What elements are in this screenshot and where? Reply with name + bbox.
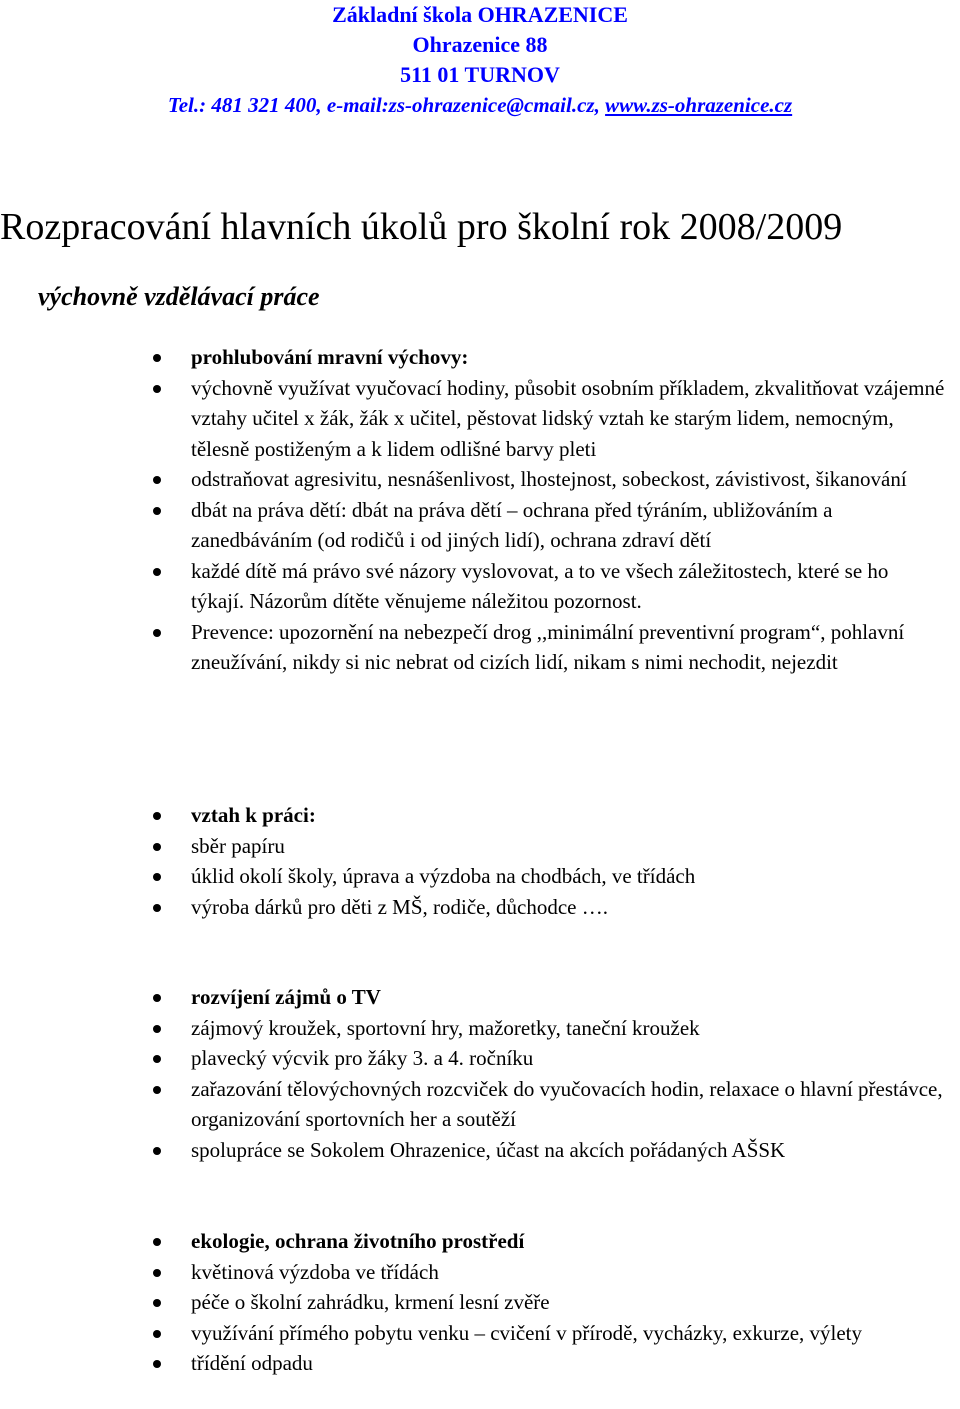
list-item	[0, 1287, 945, 1318]
list-item-text: sběr papíru	[191, 833, 285, 858]
bullet-icon	[153, 812, 161, 820]
section-work	[0, 800, 945, 922]
list-item	[0, 1135, 945, 1166]
contact-phone-email: Tel.: 481 321 400, e-mail:zs-ohrazenice@cmail.cz,	[167, 93, 606, 117]
list-item-text: dbát na práva dětí: dbát na práva dětí – ochrana před týráním, ubližováním a zanedbáváním (od rodičů i od jiných lidí), ochrana zdraví dětí	[191, 497, 833, 552]
bullet-icon	[153, 1147, 161, 1155]
bullet-icon	[153, 629, 161, 637]
list-item	[0, 982, 945, 1013]
bullet-icon	[153, 476, 161, 484]
section-heading: rozvíjení zájmů o TV	[191, 985, 381, 1009]
list-item	[0, 1318, 945, 1349]
list-item	[0, 1043, 945, 1074]
page-subtitle: výchovně vzdělávací práce	[38, 282, 320, 311]
school-postal: 511 01 TURNOV	[400, 62, 560, 87]
bullet-icon	[153, 1238, 161, 1246]
list-item-text: zájmový kroužek, sportovní hry, mažoretky, taneční kroužek	[191, 1015, 700, 1040]
section-sports	[0, 982, 945, 1165]
bullet-icon	[153, 1086, 161, 1094]
list-item	[0, 892, 945, 923]
list-item-text: spolupráce se Sokolem Ohrazenice, účast na akcích pořádaných AŠSK	[191, 1137, 786, 1162]
bullet-icon	[153, 1330, 161, 1338]
list-item	[0, 1257, 945, 1288]
list-item	[0, 1074, 945, 1135]
bullet-icon	[153, 385, 161, 393]
list-item-text: péče o školní zahrádku, krmení lesní zvěře	[191, 1290, 550, 1314]
list-item-text: květinová výzdoba ve třídách	[191, 1259, 439, 1284]
list-item-text: využívání přímého pobytu venku – cvičení v přírodě, vycházky, exkurze, výlety	[191, 1320, 863, 1345]
bullet-icon	[153, 568, 161, 576]
letterhead	[0, 0, 960, 120]
list-item-text: každé dítě má právo své názory vyslovovat, a to ve všech záležitostech, které se ho týkají. Názorům dítěte věnujeme náležitou pozornost.	[191, 558, 889, 613]
list-item-text: úklid okolí školy, úprava a výzdoba na chodbách, ve třídách	[191, 864, 696, 888]
list-item-text: třídění odpadu	[191, 1351, 313, 1375]
bullet-icon	[153, 843, 161, 851]
bullet-icon	[153, 1025, 161, 1033]
list-item	[0, 495, 945, 556]
list-item	[0, 861, 945, 892]
section-ecology	[0, 1226, 945, 1379]
bullet-icon	[153, 1360, 161, 1368]
section-heading: prohlubování mravní výchovy:	[191, 345, 469, 369]
section-moral-education	[0, 342, 945, 678]
list-item-text: Prevence: upozornění na nebezpečí drog ,,minimální preventivní program“, pohlavní zneužívání, nikdy si nic nebrat od cizích lidí, nikam s nimi nechodit, nejezdit	[191, 619, 905, 674]
list-item	[0, 1348, 945, 1379]
bullet-icon	[153, 354, 161, 362]
bullet-icon	[153, 873, 161, 881]
school-street: Ohrazenice 88	[412, 32, 548, 57]
bullet-icon	[153, 1269, 161, 1277]
list-item-text: výroba dárků pro děti z MŠ, rodiče, důchodce ….	[191, 894, 608, 919]
list-item	[0, 342, 945, 373]
list-item	[0, 1226, 945, 1257]
website-link[interactable]: www.zs-ohrazenice.cz	[605, 93, 793, 117]
list-item	[0, 373, 945, 465]
bullet-icon	[153, 507, 161, 515]
section-heading: vztah k práci:	[191, 803, 316, 827]
school-name: Základní škola OHRAZENICE	[332, 2, 628, 27]
bullet-icon	[153, 994, 161, 1002]
section-heading: ekologie, ochrana životního prostředí	[191, 1229, 525, 1253]
list-item-text: výchovně využívat vyučovací hodiny, působit osobním příkladem, zkvalitňovat vzájemné vztahy učitel x žák, žák x učitel, pěstovat lidský vztah ke starým lidem, nemocným, tělesně postiženým a k lidem odlišné barvy pleti	[191, 375, 945, 461]
school-contact	[0, 90, 960, 120]
bullet-icon	[153, 904, 161, 912]
list-item-text: zařazování tělovýchovných rozcviček do vyučovacích hodin, relaxace o hlavní přestávce, organizování sportovních her a soutěží	[191, 1076, 943, 1131]
bullet-icon	[153, 1299, 161, 1307]
list-item-text: odstraňovat agresivitu, nesnášenlivost, lhostejnost, sobeckost, závistivost, šikanování	[191, 467, 907, 491]
list-item	[0, 556, 945, 617]
list-item	[0, 464, 945, 495]
list-item	[0, 1013, 945, 1044]
list-item	[0, 617, 945, 678]
list-item	[0, 831, 945, 862]
page-title: Rozpracování hlavních úkolů pro školní rok 2008/2009	[0, 206, 843, 248]
list-item-text: plavecký výcvik pro žáky 3. a 4. ročníku	[191, 1046, 534, 1070]
list-item	[0, 800, 945, 831]
bullet-icon	[153, 1055, 161, 1063]
